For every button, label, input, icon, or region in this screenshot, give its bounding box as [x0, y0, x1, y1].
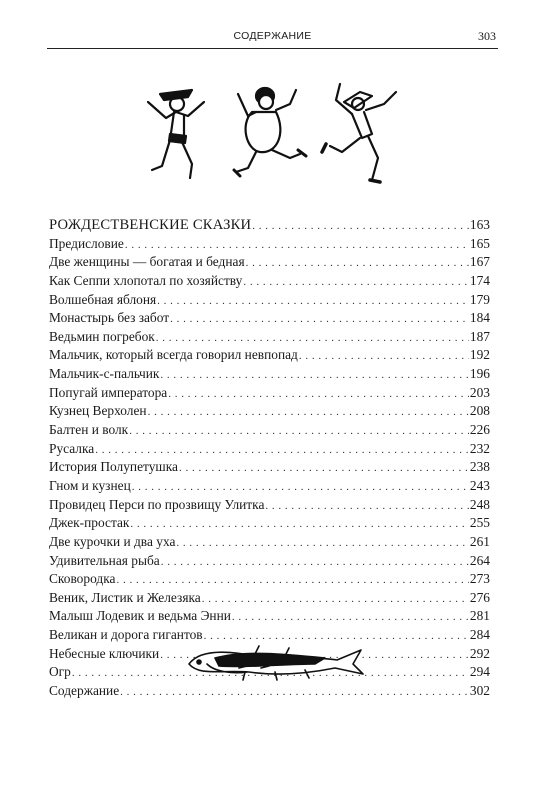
toc-page: 276: [469, 589, 490, 605]
toc-title: Две курочки и два уха: [49, 533, 176, 549]
toc-leader: [129, 422, 469, 441]
toc-leader: [299, 347, 469, 366]
toc-title: Содержание: [49, 683, 120, 699]
toc-page: 273: [469, 571, 490, 587]
toc-title: Огр: [49, 664, 71, 680]
dancer-right: [322, 84, 396, 182]
toc-title: Кузнец Верхолен: [49, 403, 147, 419]
toc-title: Балтен и волк: [49, 422, 129, 438]
toc-title: Гном и кузнец: [49, 477, 131, 493]
toc-entry[interactable]: [49, 309, 490, 328]
toc-entry[interactable]: [49, 346, 490, 365]
toc-title: Удивительная рыба: [49, 552, 160, 568]
toc-entry[interactable]: [49, 235, 490, 254]
toc-page: 243: [469, 477, 490, 493]
toc-leader: [202, 590, 469, 609]
toc-page: 165: [469, 235, 490, 251]
toc-entry[interactable]: [49, 291, 490, 310]
toc-leader: [170, 310, 469, 329]
toc-leader: [148, 403, 469, 422]
toc-page: 192: [469, 347, 490, 363]
toc-leader: [168, 385, 469, 404]
toc-entry[interactable]: [49, 272, 490, 291]
toc-leader: [156, 329, 469, 348]
toc-leader: [246, 254, 469, 273]
toc-page: 232: [469, 440, 490, 456]
toc-entry[interactable]: [49, 216, 490, 235]
toc-entry[interactable]: [49, 421, 490, 440]
toc-leader: [116, 571, 468, 590]
toc-page: 261: [469, 533, 490, 549]
toc-leader: [157, 292, 469, 311]
toc-entry[interactable]: [49, 253, 490, 272]
toc-entry[interactable]: [49, 682, 490, 701]
toc-page: 302: [469, 683, 490, 699]
toc-leader: [132, 478, 469, 497]
toc-entry[interactable]: [49, 440, 490, 459]
toc-page: 196: [469, 366, 490, 382]
toc-page: 167: [469, 254, 490, 270]
toc-leader: [130, 515, 468, 534]
toc-page: 174: [469, 272, 490, 288]
toc-title: Малыш Лодевик и ведьма Энни: [49, 608, 231, 624]
toc-entry[interactable]: [49, 570, 490, 589]
fish-ornament: [185, 642, 365, 682]
toc-leader: [243, 273, 469, 292]
toc-page: 187: [469, 328, 490, 344]
toc-entry[interactable]: [49, 402, 490, 421]
toc-entry[interactable]: [49, 365, 490, 384]
toc-title: Предисловие: [49, 235, 124, 251]
table-of-contents: [49, 216, 490, 701]
toc-page: 184: [469, 310, 490, 326]
toc-leader: [95, 441, 469, 460]
toc-entry[interactable]: [49, 552, 490, 571]
toc-title: Русалка: [49, 440, 95, 456]
toc-page: 248: [469, 496, 490, 512]
dancing-figures-illustration: [140, 82, 410, 190]
toc-title: Как Сеппи хлопотал по хозяйству: [49, 272, 243, 288]
toc-leader: [232, 608, 469, 627]
toc-page: 264: [469, 552, 490, 568]
toc-title: Провидец Перси по прозвищу Улитка: [49, 496, 265, 512]
toc-entry[interactable]: [49, 496, 490, 515]
toc-title: Ведьмин погребок: [49, 328, 155, 344]
toc-leader: [125, 236, 469, 255]
toc-title: РОЖДЕСТВЕНСКИЕ СКАЗКИ: [49, 217, 252, 233]
toc-entry[interactable]: [49, 328, 490, 347]
toc-title: История Полупетушка: [49, 459, 178, 475]
toc-entry[interactable]: [49, 458, 490, 477]
toc-title: Джек-простак: [49, 515, 130, 531]
toc-entry[interactable]: [49, 477, 490, 496]
toc-title: Небесные ключики: [49, 645, 160, 661]
toc-title: Попугай императора: [49, 384, 168, 400]
toc-page: 281: [469, 608, 490, 624]
toc-title: Мальчик-с-пальчик: [49, 366, 160, 382]
toc-title: Мальчик, который всегда говорил невпопад: [49, 347, 298, 363]
toc-page: 179: [469, 291, 490, 307]
toc-page: 292: [469, 645, 490, 661]
dancer-left: [148, 90, 204, 178]
toc-page: 208: [469, 403, 490, 419]
toc-page: 255: [469, 515, 490, 531]
toc-leader: [179, 459, 469, 478]
running-header: [47, 26, 498, 49]
toc-page: 284: [469, 627, 490, 643]
toc-title: Великан и дорога гигантов: [49, 627, 203, 643]
toc-leader: [160, 366, 469, 385]
toc-title: Монастырь без забот: [49, 310, 170, 326]
toc-page: 163: [469, 217, 490, 232]
toc-entry[interactable]: [49, 514, 490, 533]
toc-leader: [161, 553, 469, 572]
toc-title: Сковородка: [49, 571, 116, 587]
toc-page: 238: [469, 459, 490, 475]
toc-page: 294: [469, 664, 490, 680]
toc-title: Веник, Листик и Железяка: [49, 589, 201, 605]
toc-entry[interactable]: [49, 607, 490, 626]
toc-entry[interactable]: [49, 589, 490, 608]
toc-entry[interactable]: [49, 533, 490, 552]
dancer-middle: [234, 88, 306, 176]
page-number: 303: [478, 29, 496, 43]
toc-title: Волшебная яблоня: [49, 291, 157, 307]
toc-leader: [252, 217, 469, 236]
toc-leader: [265, 497, 469, 516]
toc-page: 226: [469, 422, 490, 438]
toc-leader: [176, 534, 469, 553]
toc-entry[interactable]: [49, 384, 490, 403]
toc-leader: [120, 683, 469, 702]
toc-page: 203: [469, 384, 490, 400]
toc-title: Две женщины — богатая и бедная: [49, 254, 245, 270]
header-title: СОДЕРЖАНИЕ: [233, 30, 312, 42]
